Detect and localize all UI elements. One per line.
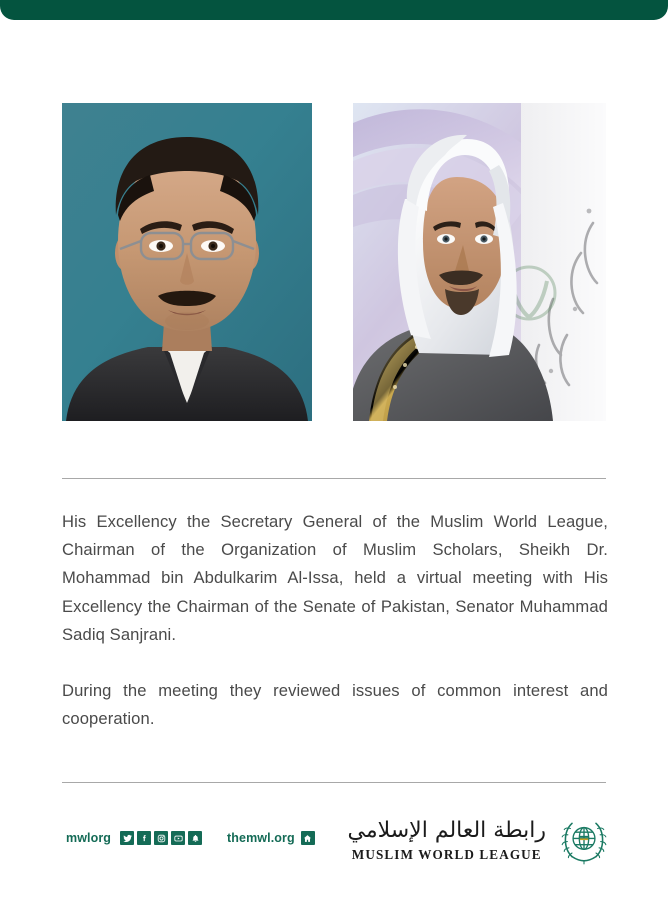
footer [0,800,668,900]
telegram-bell-icon[interactable] [188,831,202,845]
photo-pair [62,103,606,421]
twitter-icon[interactable] [120,831,134,845]
youtube-icon[interactable] [171,831,185,845]
instagram-icon[interactable] [154,831,168,845]
bell-glyph [191,834,200,843]
social-icon-row [120,831,205,845]
divider-top [62,478,606,479]
home-glyph [303,834,312,843]
website-label: themwl.org [227,831,295,845]
mwl-logo [347,814,610,866]
youtube-glyph [174,834,183,843]
globe-wreath-emblem-icon [558,814,610,866]
instagram-glyph [157,834,166,843]
logo-arabic-name: رابطة العالم الإسلامي [347,817,546,843]
portrait-illustration-right [353,103,606,421]
home-icon[interactable] [301,831,315,845]
article-paragraph-2: During the meeting they reviewed issues of common interest and cooperation. [62,681,608,729]
facebook-glyph [140,834,149,843]
website-group [227,831,315,845]
photo-sheikh-al-issa [353,103,606,421]
article-paragraph-1: His Excellency the Secretary General of the Muslim World League, Chairman of the Organization of Muslim Scholars, Sheikh Dr. Mohammad bin Abdulkarim Al-Issa, held a virtual meeting with His Excellency the Chairman of the Senate of Pakistan, Senator Muhammad Sadiq Sanjrani. [62,512,608,644]
photo-senator-sanjrani [62,103,312,421]
facebook-icon[interactable] [137,831,151,845]
footer-social-group [66,831,315,845]
twitter-glyph [123,834,132,843]
logo-latin-name: MUSLIM WORLD LEAGUE [351,847,542,863]
logo-wordmark [347,817,546,864]
green-top-bar [0,0,668,20]
divider-bottom [62,782,606,783]
globe-wreath-glyph [558,814,610,866]
portrait-illustration-left [62,103,312,421]
social-handle: mwlorg [66,831,112,845]
article-body [62,508,608,733]
